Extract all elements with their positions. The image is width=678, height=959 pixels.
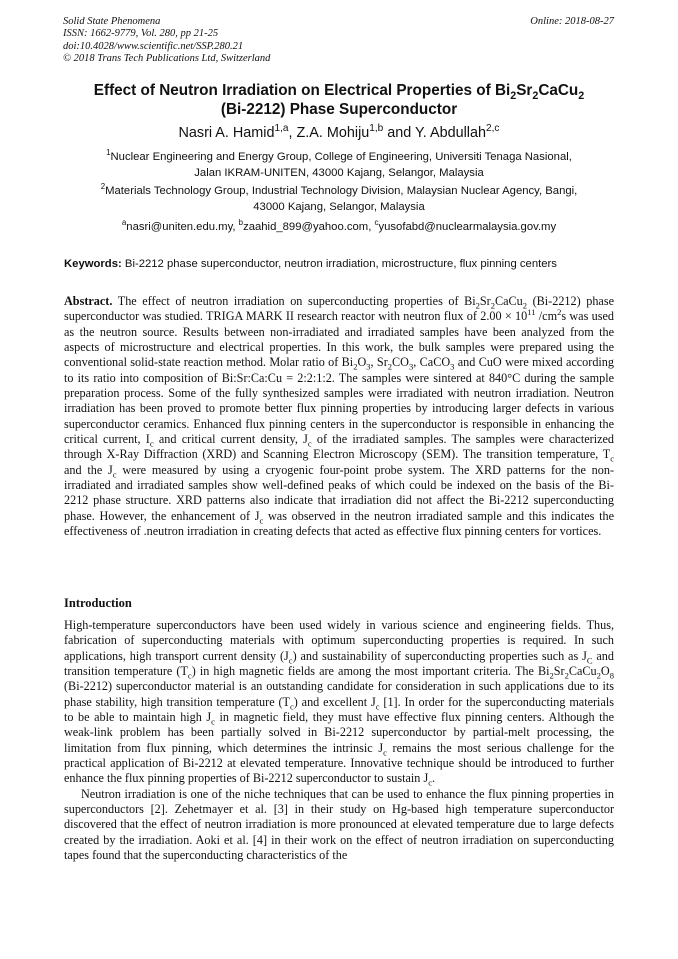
paper-title xyxy=(40,81,638,119)
issn-line: ISSN: 1662-9779, Vol. 280, pp 21-25 xyxy=(63,28,219,40)
copyright-line: © 2018 Trans Tech Publications Ltd, Switzerland xyxy=(63,52,271,64)
author-emails: $^a$nasri@uniten.edu.my, $^b$zaahid_899@yahoo.com, $^c$yusofabd@nuclearmalaysia.gov.my xyxy=(121,218,557,233)
email-link[interactable]: zaahid_899@yahoo.com, xyxy=(243,221,375,233)
section-heading-introduction: Introduction xyxy=(64,596,132,610)
keywords-text: Bi-2212 phase superconductor, neutron irradiation, microstructure, flux pinning centers xyxy=(121,258,557,270)
affiliation-2: $^2$Materials Technology Group, Industrial Technology Division, Malaysian Nuclear Agency, Bangi, 43000 Kajang, Selangor, Malaysia xyxy=(100,182,578,213)
author-list: Nasri A. Hamid$^{1,a}$, Z.A. Mohiju$^{1,b}$ and Y. Abdullah$^{2,c}$ xyxy=(178,123,500,141)
online-date: Online: 2018-08-27 xyxy=(530,16,614,27)
author-name: Nasri A. Hamid xyxy=(178,125,275,141)
email-link[interactable]: nasri@uniten.edu.my, xyxy=(126,221,239,233)
email-link[interactable]: yusofabd@nuclearmalaysia.gov.my xyxy=(378,221,557,233)
doi-line: doi:10.4028/www.scientific.net/SSP.280.21 xyxy=(63,40,244,52)
abstract-label: Abstract. xyxy=(64,294,113,308)
author-name: Z.A. Mohiju xyxy=(296,125,370,141)
paragraph: High-temperature superconductors have been used widely in various science and engineering fields. Thus, fabrication of superconducting materials with optimum superconducting properties is required. In such applications, high transport current density $(J_c)$ and sustainability of superconducting properties such as $J_C$ and transition temperature $(T_c)$ in high magnetic fields are among the most important criteria. The $Bi_2Sr_2CaCu_2O_8$ (Bi-2212) superconductor material is an outstanding candidate for consideration in such applications due to its phase stability, high transition temperature $(T_c)$ and excellent $J_c$ [1]. In order for the superconducting materials to be able to maintain high $J_c$ in magnetic field, they must have effective flux pinning centers. Although the weak-link problem has been partially solved in Bi-2212 superconductor by partial-melt processing, the limitation from flux pinning, which determines the intrinsic $J_c$ remains the most serious challenge for the practical application of Bi-2212 at elevated temperature. Innovative technique should be introduced to further enhance the flux pinning properties of Bi-2212 superconductor to sustain $J_c$. xyxy=(64,618,614,788)
keywords xyxy=(64,257,624,272)
journal-name: Solid State Phenomena xyxy=(63,16,161,27)
author-name: Y. Abdullah xyxy=(415,125,487,141)
paragraph: Neutron irradiation is one of the niche techniques that can be used to enhance the flux pinning properties in superconductors [2]. Zehetmayer et al. [3] in their study on Hg-based high temperature superconductor discovered that the effect of neutron irradiation is more pronounced at elevated temperature due to large defects created by the irradiation. Aoki et al. [4] in their work on the effect of neutron irradiation on superconducting tapes found that the superconducting characteristics of the xyxy=(64,786,614,863)
affiliation-1: $^1$Nuclear Engineering and Energy Group, College of Engineering, Universiti Tenaga Nasional, Jalan IKRAM-UNITEN, 43000 Kajang, Selangor, Malaysia xyxy=(106,148,572,179)
keywords-label: Keywords: xyxy=(64,258,122,270)
journal-header xyxy=(63,16,270,65)
title-line-2: (Bi-2212) Phase Superconductor xyxy=(220,101,458,118)
title-line-1: Effect of Neutron Irradiation on Electrical Properties of $Bi_2Sr_2CaCu_2$ xyxy=(93,82,585,103)
introduction-body xyxy=(64,618,614,864)
abstract: Abstract. The effect of neutron irradiation on superconducting properties of $Bi_2Sr_2CaCu_2$ (Bi-2212) phase superconductor was studied. TRIGA MARK II research reactor with neutron flux of $2.00 \times 10^{11}$ $/cm^2s$ was used as the neutron source. Results between non-irradiated and irradiated samples have been analyzed from the aspects of microstructure and electrical properties. In this work, the bulk samples were prepared using the conventional solid-state reaction method. Molar ratio of $Bi_2O_3$, $Sr_2CO_3$, CaCO$_3$ and CuO were mixed according to its ratio into composition of Bi:Sr:Ca:Cu = 2:2:1:2. The samples were sintered at 840°C during the sample preparation process. Some of the fully synthesized samples were irradiated with neutron irradiation. Neutron irradiation has been proved to promote better flux pinning properties by introducing larger defects in various superconductor ceramics. Enhanced flux pinning centers in the superconductor is responsible in enhancing the critical current, $I_c$ and critical current density, $J_c$ of the irradiated samples. The samples were characterized through X-Ray Diffraction (XRD) and Scanning Electron Microscopy (SEM). The transition temperature, $T_c$ and the $J_c$ were measured by using a cryogenic four-point probe system. The XRD patterns for the non-irradiated and irradiated samples show well-defined peaks of which could be indexed on the basis of the Bi-2212 phase structure. XRD patterns also indicate that irradiation did not affect the Bi-2212 superconducting phase. However, the enhancement of $J_c$ was observed in the neutron irradiated sample and this indicates the effectiveness of .neutron irradiation in creating defects that acted as effective flux pinning centers for vortices. xyxy=(64,294,615,539)
